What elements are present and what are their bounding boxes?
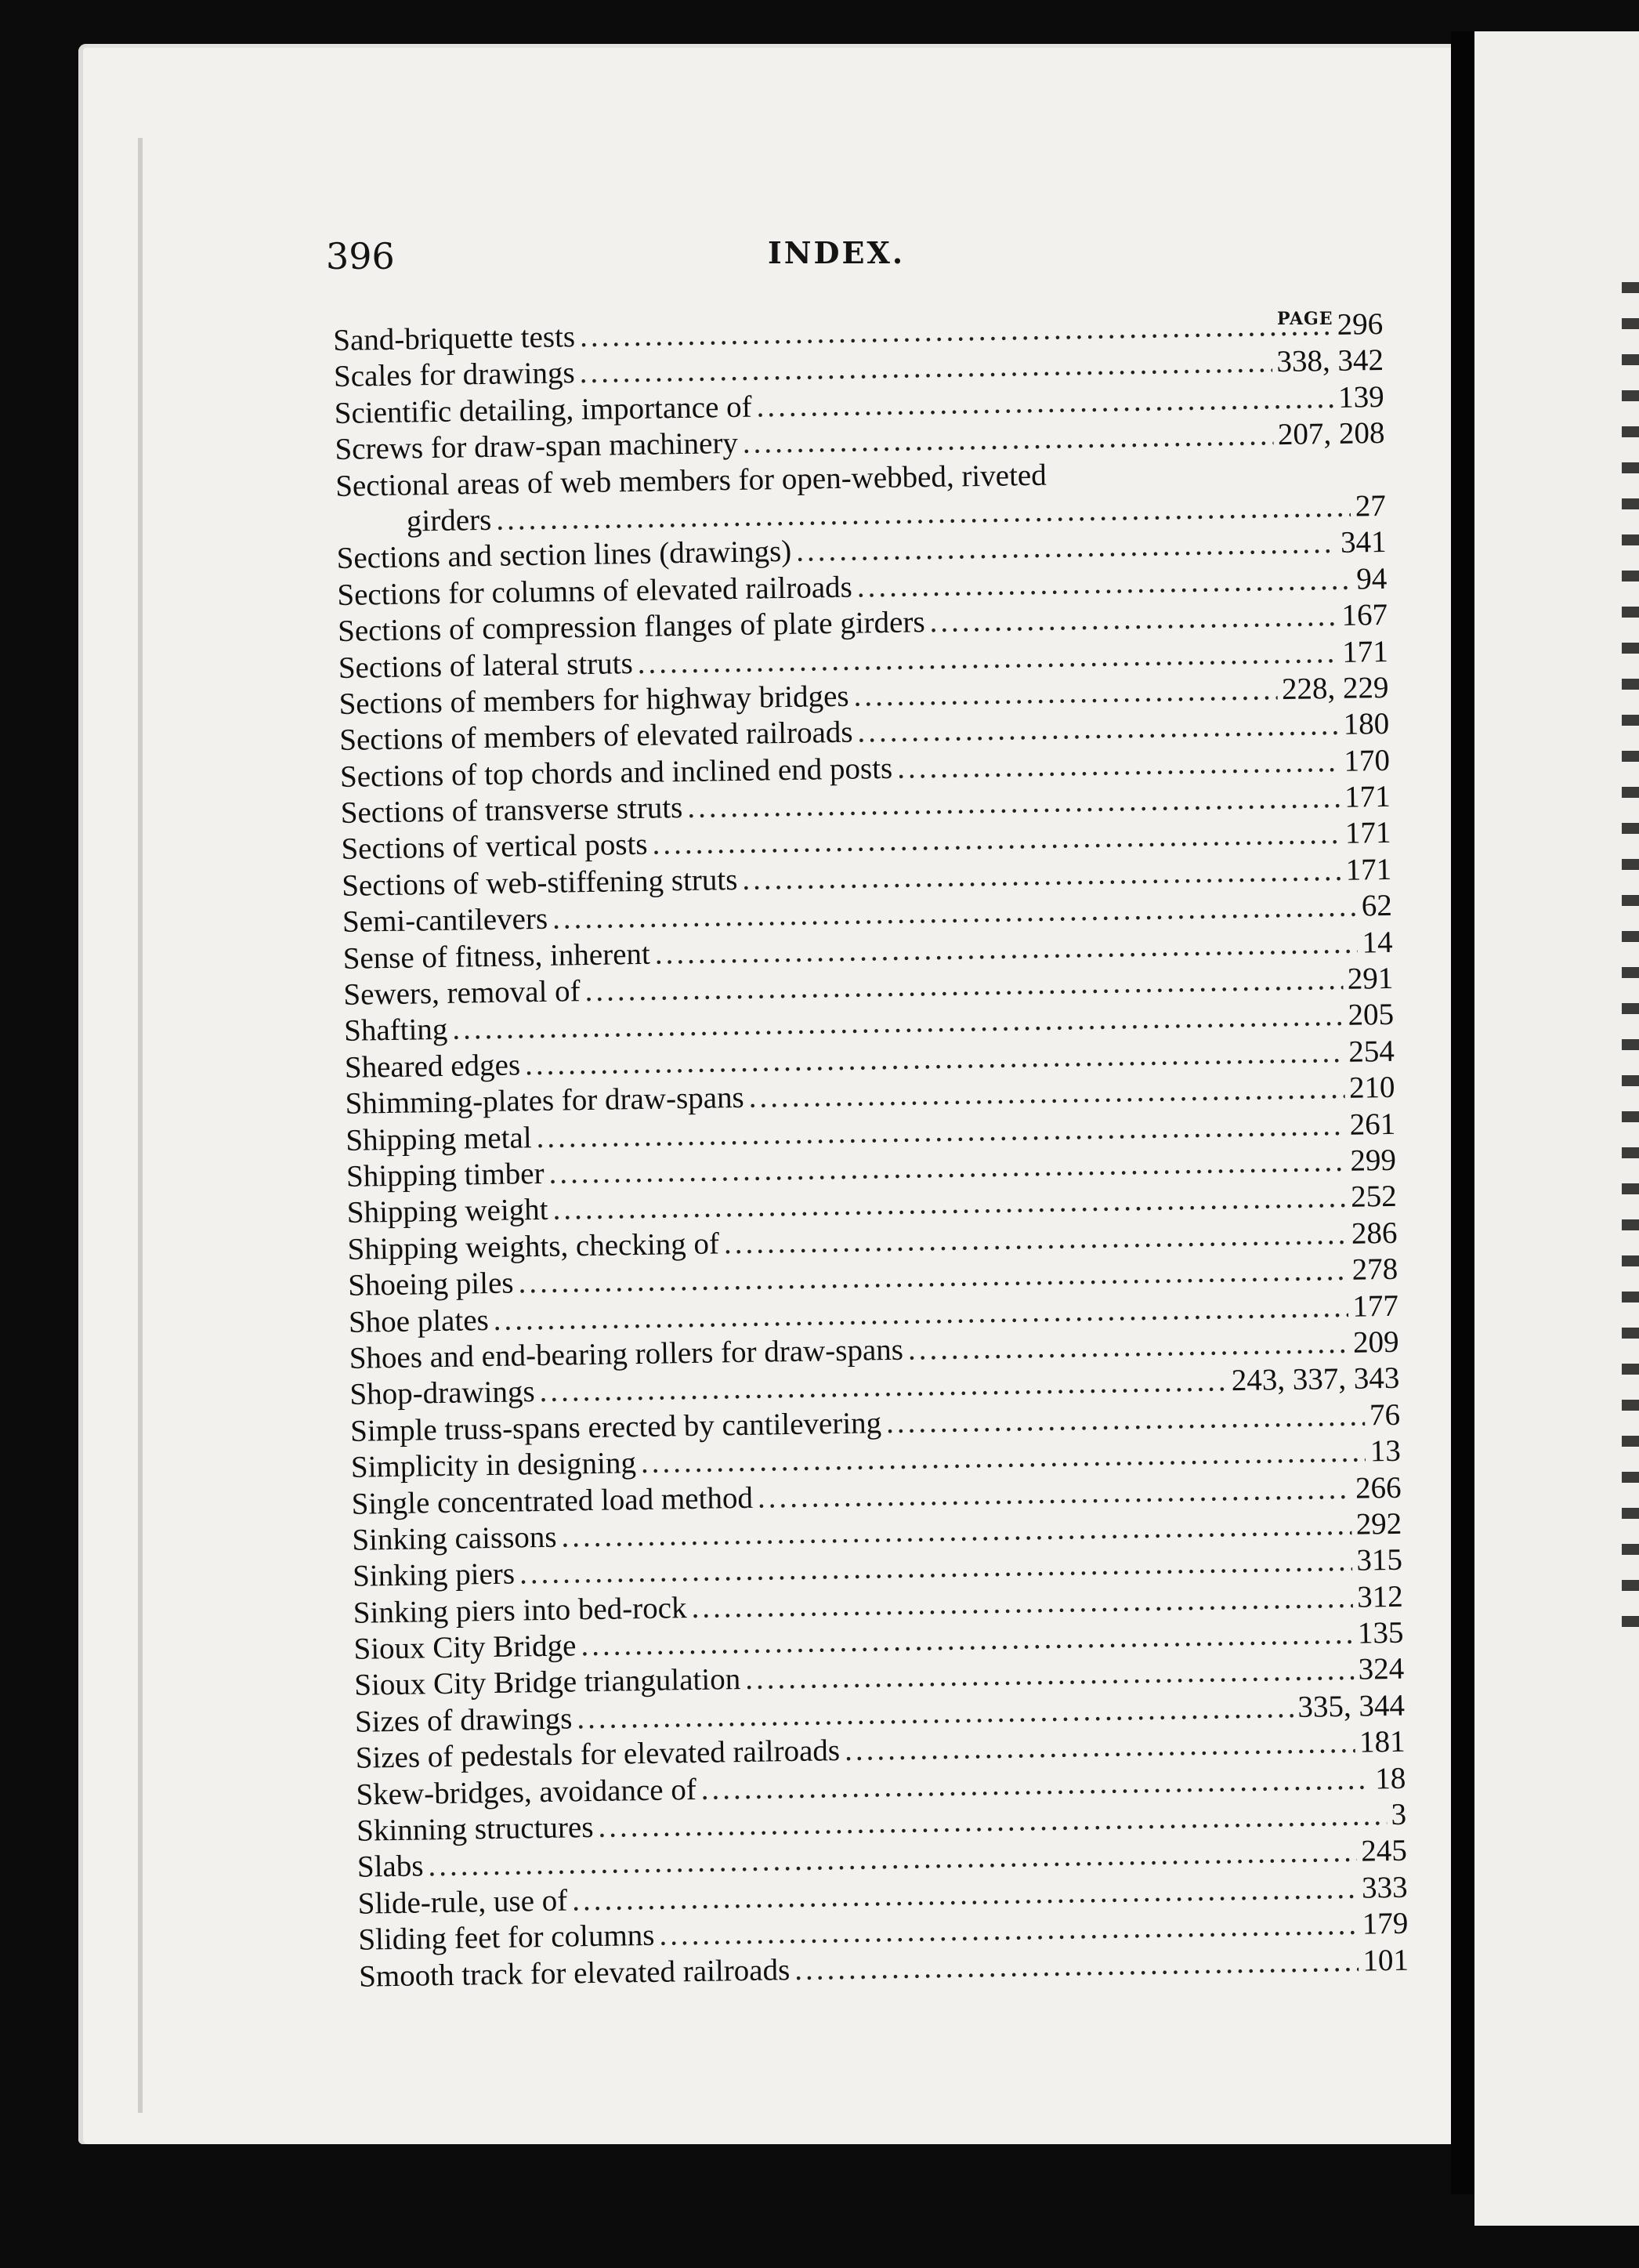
index-entry-term: Sense of fitness, inherent	[342, 937, 651, 976]
index-entry-pages: 209	[1352, 1324, 1399, 1360]
index-entry-term: Simplicity in designing	[350, 1446, 637, 1484]
index-entry-term: Skinning structures	[356, 1810, 594, 1848]
page-number: 396	[326, 235, 395, 277]
index-entry-pages: 286	[1351, 1216, 1398, 1251]
index-entry-pages: 245	[1360, 1834, 1408, 1869]
index-entry-pages: 94	[1355, 561, 1388, 596]
index-entry-pages: 341	[1340, 525, 1387, 560]
index-entry-pages: 292	[1355, 1506, 1402, 1542]
page-column-label: PAGE	[1277, 309, 1333, 329]
index-entry-term: Sections of members for highway bridges	[338, 679, 849, 721]
index-entry-pages: 296	[1337, 306, 1384, 342]
index-entry-pages: 228, 229	[1281, 670, 1389, 706]
index-entry-term: Sewers, removal of	[343, 974, 581, 1012]
book-gutter	[1451, 31, 1474, 2194]
index-entry-term: Sections and section lines (drawings)	[336, 534, 792, 576]
page-title: INDEX.	[768, 235, 906, 270]
facing-page-text-edge	[1622, 282, 1639, 1630]
index-entry-pages: 27	[1355, 488, 1387, 524]
index-entry-pages: 338, 342	[1276, 343, 1384, 379]
index-entry-pages: 312	[1356, 1579, 1404, 1614]
index-entry-pages: 177	[1352, 1288, 1399, 1324]
index-entry-term-continued: girders	[406, 502, 492, 538]
index-entry-pages: 205	[1348, 998, 1395, 1033]
index-entry-pages: 252	[1350, 1179, 1398, 1215]
index-entry-pages: 243, 337, 343	[1231, 1361, 1400, 1398]
index-entry-pages: 76	[1369, 1397, 1401, 1433]
index-entry-pages: 180	[1343, 707, 1390, 742]
dot-leader	[794, 1943, 1359, 1988]
index-entry-term: Sizes of pedestals for elevated railroads	[355, 1734, 841, 1776]
index-entry-term: Sections of vertical posts	[341, 828, 648, 867]
index-entry-term: Sections of members of elevated railroads	[339, 715, 853, 758]
index-entry-term: Sheared edges	[344, 1048, 521, 1085]
index-entry-pages: 299	[1350, 1143, 1397, 1178]
index-entry-term: Sections for columns of elevated railroads	[337, 570, 853, 612]
index-entry-term: Shoe plates	[348, 1302, 490, 1339]
index-entry-term: Sizes of drawings	[354, 1701, 573, 1739]
index-entry-pages: 171	[1345, 852, 1392, 887]
index-entry-term: Slide-rule, use of	[357, 1883, 568, 1921]
index-entry-pages: 333	[1361, 1870, 1408, 1905]
facing-page	[1474, 31, 1639, 2226]
index-entry-pages: 135	[1357, 1615, 1404, 1650]
index-entry-list	[333, 306, 1409, 1995]
index-entry-pages: 261	[1349, 1107, 1396, 1142]
index-entry-pages: 14	[1362, 925, 1393, 960]
index-entry-term: Sinking caissons	[352, 1520, 557, 1557]
index-entry-pages: 13	[1369, 1433, 1402, 1469]
index-entry-term: Sectional areas of web members for open-webbed, riveted	[335, 458, 1047, 503]
index-entry-term: Shipping metal	[346, 1120, 532, 1158]
index-entry-term: Sliding feet for columns	[358, 1918, 655, 1957]
index-entry-pages: 171	[1341, 634, 1389, 669]
index-entry-term: Shoes and end-bearing rollers for draw-spans	[349, 1332, 904, 1375]
index-entry-term: Sections of lateral struts	[338, 646, 634, 685]
index-entry-term: Smooth track for elevated railroads	[358, 1952, 791, 1994]
index-entry-term: Scientific detailing, importance of	[334, 389, 752, 430]
index-entry-pages: 210	[1348, 1071, 1395, 1105]
index-entry-term: Single concentrated load method	[351, 1480, 754, 1521]
index-entry-pages: 167	[1341, 598, 1388, 632]
index-entry-pages: 335, 344	[1297, 1688, 1406, 1724]
index-entry-pages: 170	[1344, 743, 1391, 778]
index-entry-pages: 3	[1391, 1797, 1407, 1832]
index-entry-term: Skew-bridges, avoidance of	[356, 1772, 697, 1812]
page-edge-shadow	[138, 138, 143, 2113]
index-entry-pages: 278	[1351, 1252, 1398, 1287]
index-entry-term: Shipping timber	[346, 1156, 545, 1194]
index-entry-pages: 179	[1362, 1906, 1409, 1941]
index-entry-term: Sections of top chords and inclined end posts	[339, 751, 893, 794]
index-entry-pages: 171	[1344, 779, 1391, 814]
index-entry-pages: 254	[1348, 1034, 1395, 1069]
index-entry-term: Sand-briquette tests	[333, 320, 576, 357]
dot-leader	[929, 598, 1337, 641]
index-entry-pages: 101	[1362, 1943, 1409, 1978]
index-entry-pages: 62	[1361, 889, 1393, 923]
index-entry-term: Shoeing piles	[347, 1266, 514, 1303]
index-entry-term: Sinking piers into bed-rock	[353, 1590, 687, 1630]
index-entry-pages: 207, 208	[1277, 416, 1385, 452]
running-head	[78, 229, 1489, 292]
index-entry-term: Semi-cantilevers	[342, 902, 548, 940]
index-entry-term: Sections of transverse struts	[340, 791, 683, 831]
index-entry-term: Sinking piers	[352, 1556, 516, 1594]
index-entry-term: Shop-drawings	[349, 1375, 535, 1412]
index-page	[78, 44, 1489, 2144]
index-entry-pages: 139	[1337, 379, 1384, 415]
index-entry-term: Sioux City Bridge triangulation	[353, 1662, 741, 1703]
index-entry-term: Shipping weight	[346, 1193, 548, 1230]
index-entry-pages: 324	[1358, 1652, 1405, 1687]
index-entry-term: Sections of compression flanges of plate girders	[337, 605, 925, 649]
index-entry-pages: 181	[1359, 1724, 1406, 1759]
index-entry-pages: 18	[1375, 1761, 1406, 1795]
index-entry-term: Shipping weights, checking of	[347, 1226, 720, 1266]
index-entry-term: Shimming-plates for draw-spans	[345, 1081, 745, 1121]
index-entry-pages: 171	[1344, 816, 1391, 851]
index-entry-term: Simple truss-spans erected by cantilevering	[349, 1405, 882, 1448]
index-entry-term: Scales for drawings	[333, 356, 575, 394]
index-entry-term: Slabs	[356, 1849, 424, 1885]
index-entry-pages: 291	[1347, 961, 1394, 996]
index-entry-term: Screws for draw-span machinery	[335, 426, 739, 467]
index-entry-pages: 266	[1355, 1470, 1402, 1505]
index-entry-pages: 315	[1356, 1543, 1403, 1578]
index-entry-term: Sections of web-stiffening struts	[341, 862, 738, 903]
index-entry-term: Shafting	[343, 1013, 448, 1049]
index-entry-term: Sioux City Bridge	[353, 1629, 577, 1666]
